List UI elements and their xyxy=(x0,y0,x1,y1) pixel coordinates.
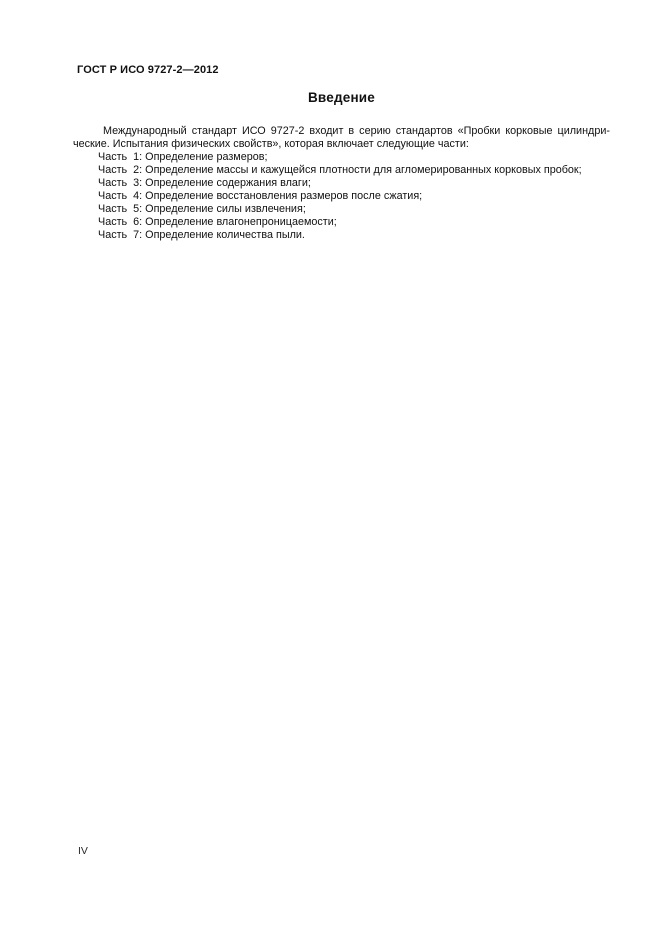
part-item-7: Часть 7: Определение количества пыли. xyxy=(98,229,305,241)
part-item-6: Часть 6: Определение влагонепроницаемости; xyxy=(98,216,337,228)
page-number: IV xyxy=(78,845,88,857)
part-item-2: Часть 2: Определение массы и кажущейся плотности для агломерированных корковых пробок; xyxy=(98,164,582,176)
parts-list xyxy=(73,151,610,242)
standard-designation: ГОСТ Р ИСО 9727-2—2012 xyxy=(77,64,219,76)
part-item-3: Часть 3: Определение содержания влаги; xyxy=(98,177,311,189)
part-item-4: Часть 4: Определение восстановления размеров после сжатия; xyxy=(98,190,423,202)
intro-paragraph: Международный стандарт ИСО 9727-2 входит в серию стандартов «Пробки корковые цилиндрические. Испытания физических свойств», которая включает следующие части: xyxy=(73,125,610,150)
section-title: Введение xyxy=(307,90,376,105)
document-body xyxy=(73,125,610,242)
part-item-5: Часть 5: Определение силы извлечения; xyxy=(98,203,306,215)
part-item-1: Часть 1: Определение размеров; xyxy=(98,151,268,163)
